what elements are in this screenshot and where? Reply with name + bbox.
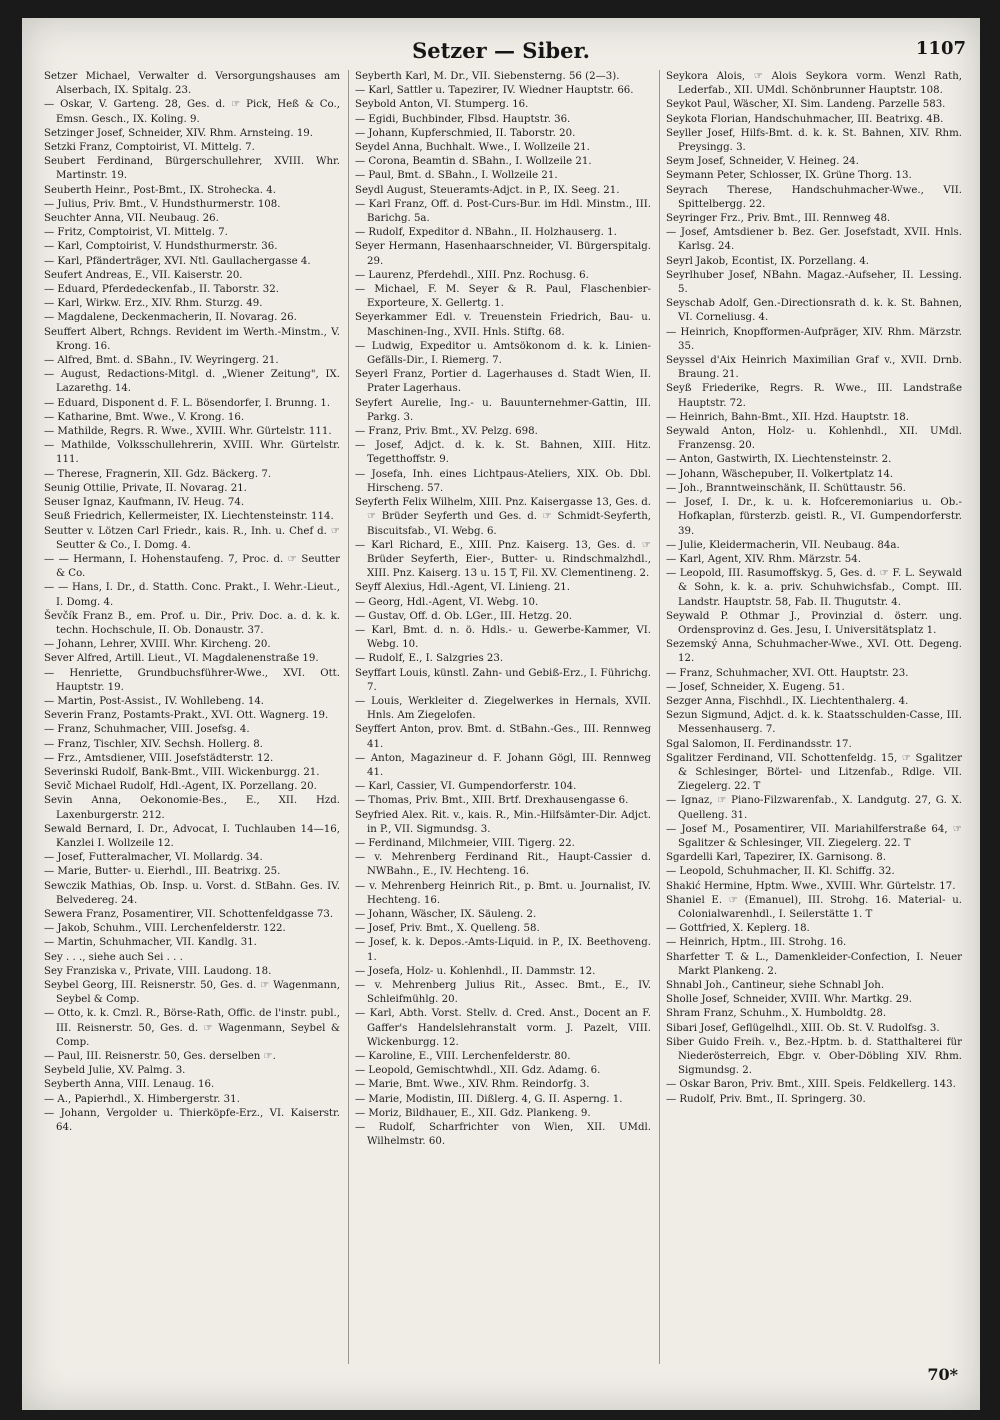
directory-entry: Seywald Anton, Holz- u. Kohlenhdl., XII. UMdl. Franzensg. 20. [666,426,962,452]
directory-entry: Seyerkammer Edl. v. Treuenstein Friedrich, Bau- u. Maschinen-Ing., XVII. Hnls. Stiftg. 68. [355,312,651,338]
directory-entry: Seuberth Heinr., Post-Bmt., IX. Strohecka. 4. [44,184,276,196]
directory-entry: Seuser Ignaz, Kaufmann, IV. Heug. 74. [44,497,245,509]
directory-entry: — Henriette, Grundbuchsführer-Wwe., XVI. Ott. Hauptstr. 19. [44,667,340,693]
directory-entry: Sezemský Anna, Schuhmacher-Wwe., XVI. Ott. Degeng. 12. [666,639,962,665]
directory-entry: Seywald P. Othmar J., Provinzial d. österr. ung. Ordensprovinz d. Ges. Jesu, I. Universitätsplatz 1. [666,610,962,636]
directory-entry: Seyffert Anton, prov. Bmt. d. StBahn.-Ges., III. Rennweg 41. [355,724,651,750]
column-middle [348,70,651,1364]
directory-entry: Seybold Anton, VI. Stumperg. 16. [355,99,529,111]
directory-entry: Seufert Andreas, E., VII. Kaiserstr. 20. [44,269,243,281]
directory-entry: Sezger Anna, Fischhdl., IX. Liechtenthalerg. 4. [666,695,909,707]
directory-entry: Sgardelli Karl, Tapezirer, IX. Garnisong. 8. [666,852,886,864]
directory-entry: — Karl, Agent, XIV. Rhm. Märzstr. 54. [666,553,861,565]
directory-entry: — Oskar, V. Garteng. 28, Ges. d. ☞ Pick, Heß & Co., Emsn. Gesch., IX. Koling. 9. [44,99,340,125]
directory-entry: — A., Papierhdl., X. Himbergerstr. 31. [44,1093,240,1105]
directory-entry: Sewera Franz, Posamentirer, VII. Schottenfeldgasse 73. [44,908,334,920]
directory-entry: Seuffert Albert, Rchngs. Revident im Werth.-Minstm., V. Krong. 16. [44,326,340,352]
directory-entry: — Gustav, Off. d. Ob. LGer., III. Hetzg. 20. [355,610,573,622]
directory-entry: — Heinrich, Bahn-Bmt., XII. Hzd. Hauptstr. 18. [666,411,910,423]
directory-entry: — Frz., Amtsdiener, VIII. Josefstädterstr. 12. [44,752,274,764]
directory-entry: Seyrach Therese, Handschuhmacher-Wwe., VII. Spittelbergg. 22. [666,184,962,210]
directory-entry: — Ignaz, ☞ Piano-Filzwarenfab., X. Landgutg. 27, G. X. Quelleng. 31. [666,795,962,821]
directory-entry: Seubert Ferdinand, Bürgerschullehrer, XVIII. Whr. Martinstr. 19. [44,156,340,182]
directory-entry: — Mathilde, Volksschullehrerin, XVIII. Whr. Gürtelstr. 111. [44,440,340,466]
directory-entry: — Marie, Butter- u. Eierhdl., III. Beatrixg. 25. [44,866,281,878]
directory-entry: Ševčík Franz B., em. Prof. u. Dir., Priv. Doc. a. d. k. k. techn. Hochschule, II. Ob. Donaustr. 37. [44,610,340,636]
directory-entry: Seykot Paul, Wäscher, XI. Sim. Landeng. Parzelle 583. [666,99,946,111]
directory-entry: Sever Alfred, Artill. Lieut., VI. Magdalenenstraße 19. [44,653,319,665]
directory-entry: Siber Guido Freih. v., Bez.-Hptm. b. d. Statthalterei für Niederösterreich, Ebgr. v. Ober-Döbling XIV. Rhm. Sigmundsg. 2. [666,1036,962,1077]
directory-entry: — Laurenz, Pferdehdl., XIII. Pnz. Rochusg. 6. [355,269,589,281]
directory-entry: Seyrlhuber Josef, NBahn. Magaz.-Aufseher, II. Lessing. 5. [666,269,962,296]
directory-entry: — Johann, Wäscher, IX. Säuleng. 2. [355,908,537,920]
directory-entry: Shnabl Joh., Cantineur, siehe Schnabl Joh. [666,980,885,991]
directory-entry: — v. Mehrenberg Julius Rit., Assec. Bmt., E., IV. Schleifmühlg. 20. [355,980,651,1006]
directory-entry: — Moriz, Bildhauer, E., XII. Gdz. Plankeng. 9. [355,1107,591,1119]
directory-entry: Seybel Georg, III. Reisnerstr. 50, Ges. d. ☞ Wagenmann, Seybel & Comp. [44,980,340,1006]
directory-entry: — Josef, Futteralmacher, VI. Mollardg. 34. [44,852,263,864]
directory-entry: Seyß Friederike, Regrs. R. Wwe., III. Landstraße Hauptstr. 72. [666,383,962,409]
directory-entry: — Gottfried, X. Keplerg. 18. [666,923,810,935]
directory-entry: — Franz, Schuhmacher, XVI. Ott. Hauptstr. 23. [666,667,909,679]
directory-entry: Seydel Anna, Buchhalt. Wwe., I. Wollzeile 21. [355,142,590,154]
directory-entry: — Otto, k. k. Cmzl. R., Börse-Rath, Offic. de l'instr. publ., III. Reisnerstr. 50, Ges. d. ☞ Wagenmann, Seybel & Comp. [44,1008,340,1048]
directory-entry: Seydl August, Steueramts-Adjct. in P., IX. Seeg. 21. [355,184,620,196]
directory-entry: Sgalitzer Ferdinand, VII. Schottenfeldg. 15, ☞ Sgalitzer & Schlesinger, Börtel- und Litzenfab., Rdlge. VII. Ziegelerg. 22. T [666,752,962,793]
directory-entry: Sevič Michael Rudolf, Hdl.-Agent, IX. Porzellang. 20. [44,781,317,793]
directory-entry: Seymann Peter, Schlosser, IX. Grüne Thorg. 13. [666,170,912,182]
directory-entry: — Julius, Priv. Bmt., V. Hundsthurmerstr. 108. [44,198,281,210]
running-head: Setzer — Siber. [412,38,590,63]
directory-entry: — Oskar Baron, Priv. Bmt., XIII. Speis. Feldkellerg. 143. [666,1079,956,1091]
directory-entry: — Martin, Post-Assist., IV. Wohllebeng. 14. [44,695,265,707]
directory-entry: — Heinrich, Hptm., III. Strohg. 16. [666,937,847,949]
directory-entry: Seyfried Alex. Rit. v., kais. R., Min.-Hilfsämter-Dir. Adjct. in P., VII. Sigmundsg. 3. [355,809,651,835]
directory-entry: — Alfred, Bmt. d. SBahn., IV. Weyringerg. 21. [44,355,279,367]
directory-entry: — Josef M., Posamentirer, VII. Mariahilferstraße 64, ☞ Sgalitzer & Schlesinger, VII. Ziegelerg. 22. T [666,823,962,849]
directory-entry: — Thomas, Priv. Bmt., XIII. Brtf. Drexhausengasse 6. [355,795,629,807]
directory-entry: Setzki Franz, Comptoirist, VI. Mittelg. 7. [44,142,255,154]
directory-entry: — August, Redactions-Mitgl. d. „Wiener Zeitung", IX. Lazarethg. 14. [44,369,340,395]
directory-entry: — v. Mehrenberg Ferdinand Rit., Haupt-Cassier d. NWBahn., E., IV. Hechteng. 16. [355,852,651,878]
directory-entry: — Johann, Lehrer, XVIII. Whr. Kircheng. 20. [44,639,271,651]
directory-entry: Setzer Michael, Verwalter d. Versorgungshauses am Alserbach, IX. Spitalg. 23. [44,71,340,97]
directory-entry: — Magdalene, Deckenmacherin, II. Novarag. 26. [44,312,297,324]
directory-entry: — Katharine, Bmt. Wwe., V. Krong. 16. [44,411,245,423]
column-right [659,70,962,1364]
directory-entry: — Anton, Gastwirth, IX. Liechtensteinstr. 2. [666,454,892,466]
directory-entry: Seuchter Anna, VII. Neubaug. 26. [44,213,219,225]
directory-entry: — Marie, Modistin, III. Dißlerg. 4, G. II. Asperng. 1. [355,1093,623,1105]
directory-entry: Severin Franz, Postamts-Prakt., XVI. Ott. Wagnerg. 19. [44,710,329,722]
directory-entry: — Rudolf, Expeditor d. NBahn., II. Holzhauserg. 1. [355,227,617,239]
directory-entry: Seyringer Frz., Priv. Bmt., III. Rennweg 48. [666,213,891,225]
directory-entry: — Josef, I. Dr., k. u. k. Hofceremoniarius u. Ob.-Hofkaplan, fürsterzb. geistl. R., VI. Gumpendorferstr. 39. [666,497,962,537]
directory-entry: — Karl Richard, E., XIII. Pnz. Kaiserg. 13, Ges. d. ☞ Brüder Seyferth, Eier-, Butter- u. Rindschmalzhdl., XIII. Pnz. Kaiserg. 13 u. 15 T, Fil. XV. Clementineng. 2. [355,539,651,580]
directory-entry: — Anton, Magazineur d. F. Johann Gögl, III. Rennweg 41. [355,752,651,778]
directory-entry: Seyschab Adolf, Gen.-Directionsrath d. k. k. St. Bahnen, VI. Corneliusg. 4. [666,298,962,324]
directory-entry: — Rudolf, Scharfrichter von Wien, XII. UMdl. Wilhelmstr. 60. [355,1122,651,1148]
directory-entry: — Heinrich, Knopfformen-Aufpräger, XIV. Rhm. Märzstr. 35. [666,326,962,352]
directory-page [22,18,980,1410]
directory-entry: — Karoline, E., VIII. Lerchenfelderstr. 80. [355,1051,571,1063]
directory-entry: — Leopold, III. Rasumoffskyg. 5, Ges. d. ☞ F. L. Seywald & Sohn, k. k. a. priv. Schuhwichsfab., Compt. III. Landstr. Hauptstr. 58, Fab. II. Thugutstr. 4. [666,568,962,608]
directory-entry: — Josefa, Holz- u. Kohlenhdl., II. Dammstr. 12. [355,965,596,977]
directory-entry: — Johann, Kupferschmied, II. Taborstr. 20. [355,127,576,139]
directory-entry: Shaniel E. ☞ (Emanuel), III. Strohg. 16. Material- u. Colonialwarenhdl., I. Seilerstätte 1. T [666,894,962,920]
directory-entry: — Eduard, Pferdedeckenfab., II. Taborstr. 32. [44,284,279,296]
directory-entry: Sevin Anna, Oekonomie-Bes., E., XII. Hzd. Laxenburgerstr. 212. [44,795,340,821]
directory-entry: — Jakob, Schuhm., VIII. Lerchenfelderstr. 122. [44,923,286,935]
directory-entry: — Karl, Cassier, VI. Gumpendorferstr. 104. [355,781,577,793]
directory-entry: Seyer Hermann, Hasenhaarschneider, VI. Bürgerspitalg. 29. [355,241,651,267]
directory-entry: — Josef, Amtsdiener b. Bez. Ger. Josefstadt, XVII. Hnls. Karlsg. 24. [666,227,962,253]
directory-entry: Sey . . ., siehe auch Sei . . . [44,951,183,963]
directory-entry: — Josefa, Inh. eines Lichtpaus-Ateliers, XIX. Ob. Dbl. Hirscheng. 57. [355,468,651,494]
directory-entry: — Joh., Branntweinschänk, II. Schüttaustr. 56. [666,482,906,494]
directory-entry: — Fritz, Comptoirist, VI. Mittelg. 7. [44,227,228,239]
directory-entry: Seybeld Julie, XV. Palmg. 3. [44,1065,186,1077]
directory-entry: — Rudolf, Priv. Bmt., II. Springerg. 30. [666,1093,866,1105]
directory-entry: — Rudolf, E., I. Salzgries 23. [355,653,504,665]
directory-entry: — Martin, Schuhmacher, VII. Kandlg. 31. [44,937,257,949]
directory-entry: Seyberth Anna, VIII. Lenaug. 16. [44,1079,215,1091]
directory-entry: — — Hans, I. Dr., d. Statth. Conc. Prakt., I. Wehr.-Lieut., I. Domg. 4. [44,582,340,608]
directory-entry: — Johann, Wäschepuber, II. Volkertplatz 14. [666,468,894,480]
directory-entry: — Karl, Pfänderträger, XVI. Ntl. Gaullachergasse 4. [44,255,311,267]
directory-entry: Sewald Bernard, I. Dr., Advocat, I. Tuchlauben 14—16, Kanzlei I. Wollzeile 12. [44,823,340,849]
directory-entry: Seyller Josef, Hilfs-Bmt. d. k. k. St. Bahnen, XIV. Rhm. Preysingg. 3. [666,127,962,154]
directory-entry: Sharfetter T. & L., Damenkleider-Confection, I. Neuer Markt Plankeng. 2. [666,951,962,977]
directory-entry: — Corona, Beamtin d. SBahn., I. Wollzeile 21. [355,156,592,168]
directory-entry: — Therese, Fragnerin, XII. Gdz. Bäckerg. 7. [44,468,272,480]
sheet-signature: 70* [927,1365,958,1384]
directory-entry: Sey Franziska v., Private, VIII. Laudong. 18. [44,965,272,977]
directory-entry: Severinski Rudolf, Bank-Bmt., VIII. Wickenburgg. 21. [44,766,320,778]
directory-entry: — Karl, Abth. Vorst. Stellv. d. Cred. Anst., Docent an F. Gaffer's Handelslehranstalt vorm. J. Pazelt, VIII. Wickenburgg. 12. [355,1008,651,1048]
directory-entry: — Leopold, Gemischtwhdl., XII. Gdz. Adamg. 6. [355,1065,601,1077]
directory-entry: — Louis, Werkleiter d. Ziegelwerkes in Hernals, XVII. Hnls. Am Ziegelofen. [355,695,651,722]
directory-entry: Seyffart Louis, künstl. Zahn- und Gebiß-Erz., I. Führichg. 7. [355,667,651,693]
directory-entry: Seyberth Karl, M. Dr., VII. Siebensterng. 56 (2—3). [355,71,620,82]
directory-columns [44,70,962,1364]
directory-entry: Seyssel d'Aix Heinrich Maximilian Graf v., XVII. Drnb. Braung. 21. [666,355,962,381]
directory-entry: — Karl, Bmt. d. n. ö. Hdls.- u. Gewerbe-Kammer, VI. Webg. 10. [355,624,651,651]
directory-entry: — Georg, Hdl.-Agent, VI. Webg. 10. [355,596,539,608]
directory-entry: Seykota Florian, Handschuhmacher, III. Beatrixg. 4B. [666,113,944,125]
directory-entry: Seykora Alois, ☞ Alois Seykora vorm. Wenzl Rath, Lederfab., XII. UMdl. Schönbrunner Hauptstr. 108. [666,71,962,97]
directory-entry: Shram Franz, Schuhm., X. Humboldtg. 28. [666,1008,887,1020]
directory-entry: — Ferdinand, Milchmeier, VIII. Tigerg. 22. [355,837,575,849]
directory-entry: Sezun Sigmund, Adjct. d. k. k. Staatsschulden-Casse, III. Messenhauserg. 7. [666,710,962,736]
directory-entry: — Michael, F. M. Seyer & R. Paul, Flaschenbier-Exporteure, X. Gellertg. 1. [355,284,651,310]
directory-entry: Seyff Alexius, Hdl.-Agent, VI. Linieng. 21. [355,582,571,594]
directory-entry: Seyerl Franz, Portier d. Lagerhauses d. Stadt Wien, II. Prater Lagerhaus. [355,369,651,395]
directory-entry: — Paul, III. Reisnerstr. 50, Ges. derselben ☞. [44,1051,276,1063]
directory-entry: Seyfert Aurelie, Ing.- u. Bauunternehmer-Gattin, III. Parkg. 3. [355,397,651,423]
directory-entry: Seyrl Jakob, Econtist, IX. Porzellang. 4. [666,255,870,267]
directory-entry: — Eduard, Disponent d. F. L. Bösendorfer, I. Brunng. 1. [44,397,331,409]
directory-entry: Sibari Josef, Geflügelhdl., XIII. Ob. St. V. Rudolfsg. 3. [666,1022,940,1034]
directory-entry: — Karl, Wirkw. Erz., XIV. Rhm. Sturzg. 49. [44,298,263,310]
directory-entry: — Karl, Sattler u. Tapezirer, IV. Wiedner Hauptstr. 66. [355,85,634,97]
column-left [44,70,340,1364]
directory-entry: — Josef, Adjct. d. k. k. St. Bahnen, XIII. Hitz. Tegetthoffstr. 9. [355,440,651,466]
directory-entry: — Josef, k. k. Depos.-Amts-Liquid. in P., IX. Beethoveng. 1. [355,937,651,963]
directory-entry: — Karl Franz, Off. d. Post-Curs-Bur. im Hdl. Minstm., III. Barichg. 5a. [355,198,651,225]
directory-entry: — Josef, Schneider, X. Eugeng. 51. [666,681,845,693]
directory-entry: — Paul, Bmt. d. SBahn., I. Wollzeile 21. [355,170,558,182]
directory-entry: — Franz, Priv. Bmt., XV. Pelzg. 698. [355,426,538,438]
directory-entry: — Leopold, Schuhmacher, II. Kl. Schiffg. 32. [666,866,895,878]
directory-entry: — Julie, Kleidermacherin, VII. Neubaug. 84a. [666,539,900,551]
directory-entry: Seunig Ottilie, Private, II. Novarag. 21. [44,482,247,494]
page-number: 1107 [915,38,966,59]
directory-entry: Seuß Friedrich, Kellermeister, IX. Liechtensteinstr. 114. [44,511,334,523]
directory-entry: Sholle Josef, Schneider, XVIII. Whr. Martkg. 29. [666,994,912,1006]
directory-entry: Shakić Hermine, Hptm. Wwe., XVIII. Whr. Gürtelstr. 17. [666,880,956,892]
directory-entry: — v. Mehrenberg Heinrich Rit., p. Bmt. u. Journalist, IV. Hechteng. 16. [355,880,651,906]
directory-entry: Sgal Salomon, II. Ferdinandsstr. 17. [666,738,852,750]
directory-entry: Seutter v. Lötzen Carl Friedr., kais. R., Inh. u. Chef d. ☞ Seutter & Co., I. Domg. 4. [44,525,340,551]
directory-entry: — Karl, Comptoirist, V. Hundsthurmerstr. 36. [44,241,278,253]
directory-entry: — Egidi, Buchbinder, Flbsd. Hauptstr. 36. [355,113,571,125]
directory-entry: Seym Josef, Schneider, V. Heineg. 24. [666,156,859,168]
directory-entry: — Franz, Schuhmacher, VIII. Josefsg. 4. [44,724,250,736]
directory-entry: Seyferth Felix Wilhelm, XIII. Pnz. Kaisergasse 13, Ges. d. ☞ Brüder Seyferth und Ges. d. ☞ Schmidt-Seyferth, Biscuitsfab., VI. Webg. 6. [355,497,651,537]
directory-entry: Setzinger Josef, Schneider, XIV. Rhm. Arnsteing. 19. [44,127,314,139]
directory-entry: Sewczik Mathias, Ob. Insp. u. Vorst. d. StBahn. Ges. IV. Belvedereg. 24. [44,880,340,906]
directory-entry: — Marie, Bmt. Wwe., XIV. Rhm. Reindorfg. 3. [355,1079,590,1091]
directory-entry: — Franz, Tischler, XIV. Sechsh. Hollerg. 8. [44,738,263,750]
directory-entry: — Josef, Priv. Bmt., X. Quelleng. 58. [355,923,540,935]
directory-entry: — Johann, Vergolder u. Thierköpfe-Erz., VI. Kaiserstr. 64. [44,1107,340,1134]
directory-entry: — — Hermann, I. Hohenstaufeng. 7, Proc. d. ☞ Seutter & Co. [44,553,340,580]
directory-entry: — Ludwig, Expeditor u. Amtsökonom d. k. k. Linien-Gefälls-Dir., I. Riemerg. 7. [355,340,651,367]
directory-entry: — Mathilde, Regrs. R. Wwe., XVIII. Whr. Gürtelstr. 111. [44,426,332,438]
